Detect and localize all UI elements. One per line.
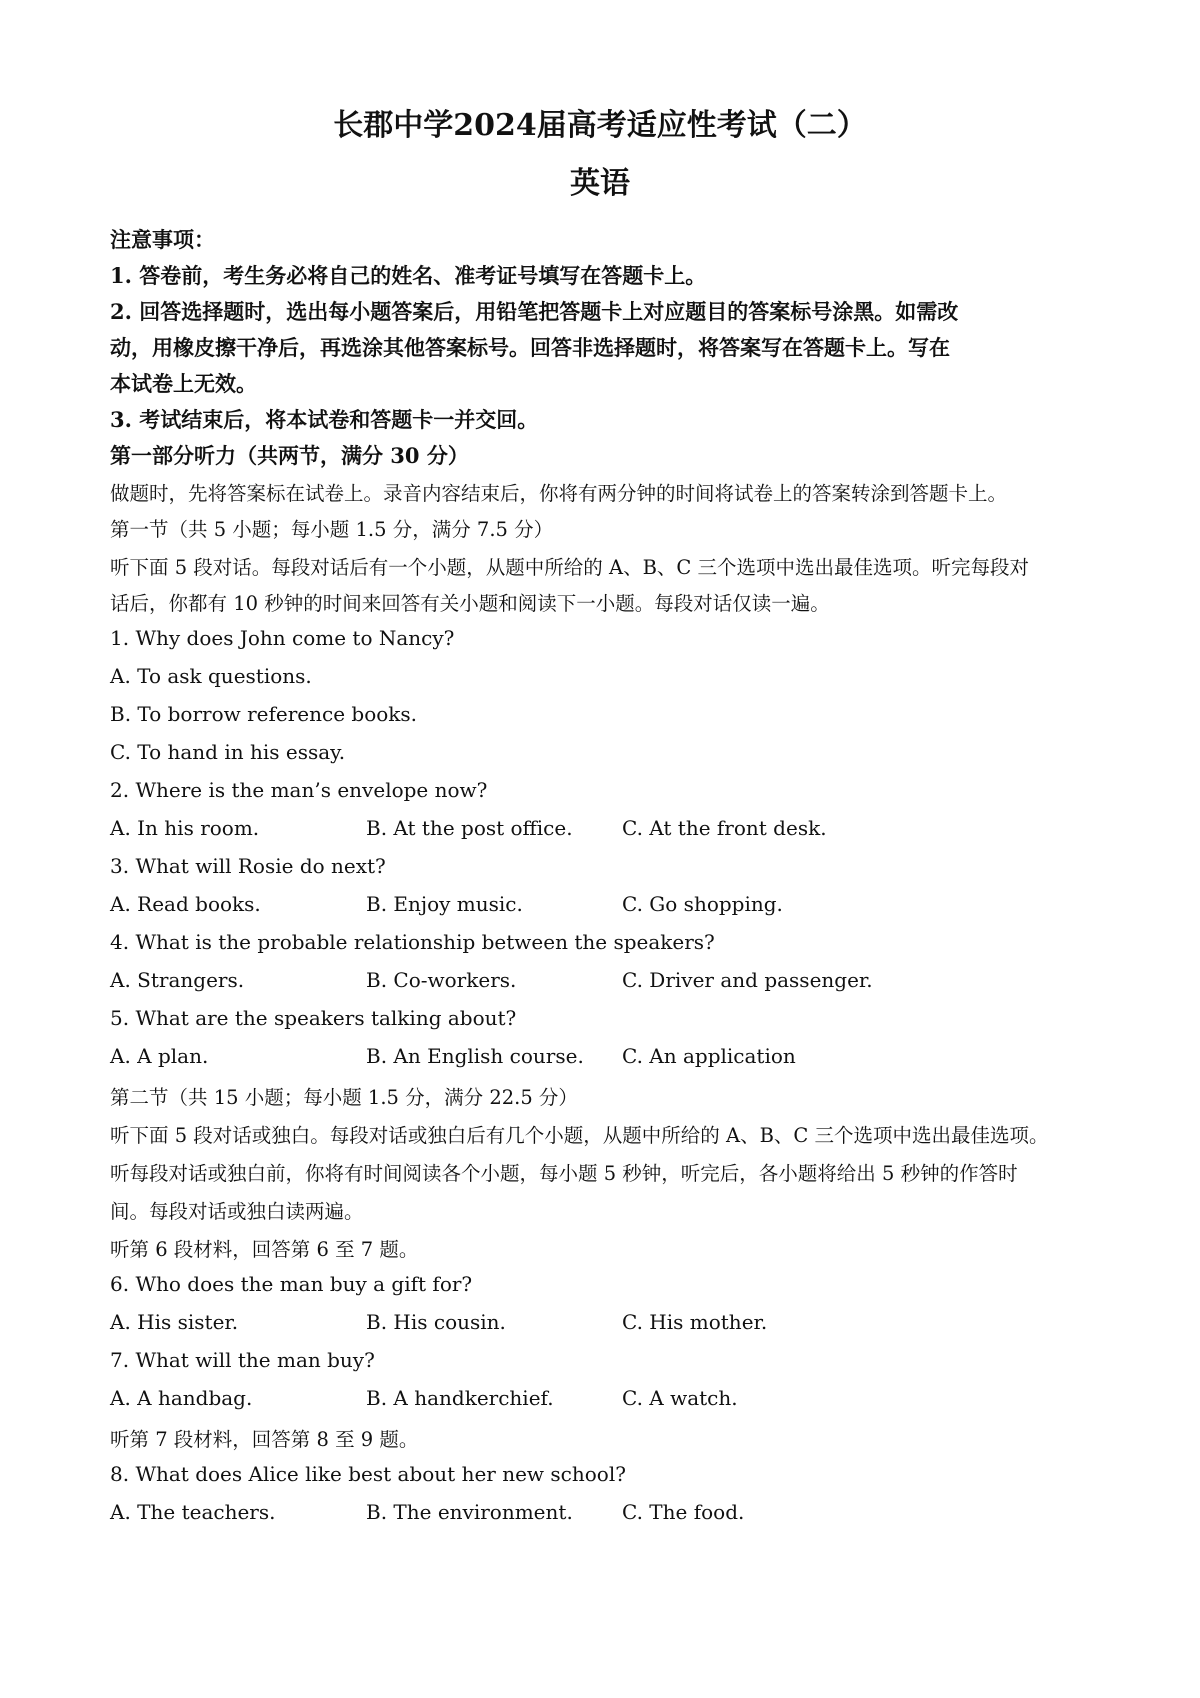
section2-instructions-line-1: 听下面 5 段对话或独白。每段对话或独白后有几个小题，从题中所给的 A、B、C 三个选项中选出最佳选项。	[110, 1124, 1049, 1147]
section1-instructions-line-1: 听下面 5 段对话。每段对话后有一个小题，从题中所给的 A、B、C 三个选项中选出最佳选项。听完每段对	[110, 556, 1030, 579]
question-2: 2. Where is the man’s envelope now?	[110, 778, 488, 802]
question-1-option-c: C. To hand in his essay.	[110, 740, 346, 764]
question-5-option-b: B. An English course.	[366, 1044, 584, 1068]
section2-heading: 第二节（共 15 小题；每小题 1.5 分，满分 22.5 分）	[110, 1086, 578, 1109]
subject-title: 英语	[570, 166, 630, 201]
question-8-option-b: B. The environment.	[366, 1500, 573, 1524]
question-1: 1. Why does John come to Nancy?	[110, 626, 455, 650]
question-6-option-c: C. His mother.	[622, 1310, 768, 1334]
section1-instructions-line-2: 话后，你都有 10 秒钟的时间来回答有关小题和阅读下一小题。每段对话仅读一遍。	[110, 592, 830, 615]
question-2-option-a: A. In his room.	[110, 816, 260, 840]
question-3: 3. What will Rosie do next?	[110, 854, 386, 878]
question-7: 7. What will the man buy?	[110, 1348, 375, 1372]
question-5: 5. What are the speakers talking about?	[110, 1006, 517, 1030]
question-7-option-c: C. A watch.	[622, 1386, 738, 1410]
question-2-option-c: C. At the front desk.	[622, 816, 827, 840]
question-6: 6. Who does the man buy a gift for?	[110, 1272, 473, 1296]
question-3-option-a: A. Read books.	[110, 892, 261, 916]
notice-heading: 注意事项：	[110, 227, 215, 252]
question-5-option-a: A. A plan.	[110, 1044, 209, 1068]
question-5-option-c: C. An application	[622, 1044, 796, 1068]
material-6-label: 听第 6 段材料，回答第 6 至 7 题。	[110, 1238, 419, 1261]
section2-instructions-line-2: 听每段对话或独白前，你将有时间阅读各个小题，每小题 5 秒钟，听完后，各小题将给出 5 秒钟的作答时	[110, 1162, 1018, 1185]
part1-heading: 第一部分听力（共两节，满分 30 分）	[110, 443, 469, 468]
question-3-option-c: C. Go shopping.	[622, 892, 783, 916]
question-8-option-a: A. The teachers.	[110, 1500, 276, 1524]
question-8-option-c: C. The food.	[622, 1500, 745, 1524]
material-7-label: 听第 7 段材料，回答第 8 至 9 题。	[110, 1428, 419, 1451]
notice-item-1: 1. 答卷前，考生务必将自己的姓名、准考证号填写在答题卡上。	[110, 263, 707, 288]
question-6-option-b: B. His cousin.	[366, 1310, 506, 1334]
exam-title: 长郡中学2024届高考适应性考试（二）	[333, 108, 867, 143]
question-4-option-a: A. Strangers.	[110, 968, 245, 992]
notice-item-2-line-3: 本试卷上无效。	[110, 371, 257, 396]
question-1-option-a: A. To ask questions.	[110, 664, 312, 688]
notice-item-2-line-2: 动，用橡皮擦干净后，再选涂其他答案标号。回答非选择题时，将答案写在答题卡上。写在	[110, 335, 950, 360]
question-4-option-b: B. Co-workers.	[366, 968, 517, 992]
question-7-option-b: B. A handkerchief.	[366, 1386, 554, 1410]
section2-instructions-line-3: 间。每段对话或独白读两遍。	[110, 1200, 364, 1223]
part1-intro: 做题时，先将答案标在试卷上。录音内容结束后，你将有两分钟的时间将试卷上的答案转涂到答题卡上。	[110, 482, 1008, 505]
question-8: 8. What does Alice like best about her new school?	[110, 1462, 626, 1486]
question-4: 4. What is the probable relationship between the speakers?	[110, 930, 715, 954]
question-4-option-c: C. Driver and passenger.	[622, 968, 873, 992]
section1-heading: 第一节（共 5 小题；每小题 1.5 分，满分 7.5 分）	[110, 518, 554, 541]
question-1-option-b: B. To borrow reference books.	[110, 702, 418, 726]
notice-item-2-line-1: 2. 回答选择题时，选出每小题答案后，用铅笔把答题卡上对应题目的答案标号涂黑。如需改	[110, 299, 959, 324]
question-7-option-a: A. A handbag.	[110, 1386, 253, 1410]
question-3-option-b: B. Enjoy music.	[366, 892, 523, 916]
question-6-option-a: A. His sister.	[110, 1310, 239, 1334]
notice-item-3: 3. 考试结束后，将本试卷和答题卡一并交回。	[110, 407, 539, 432]
question-2-option-b: B. At the post office.	[366, 816, 573, 840]
